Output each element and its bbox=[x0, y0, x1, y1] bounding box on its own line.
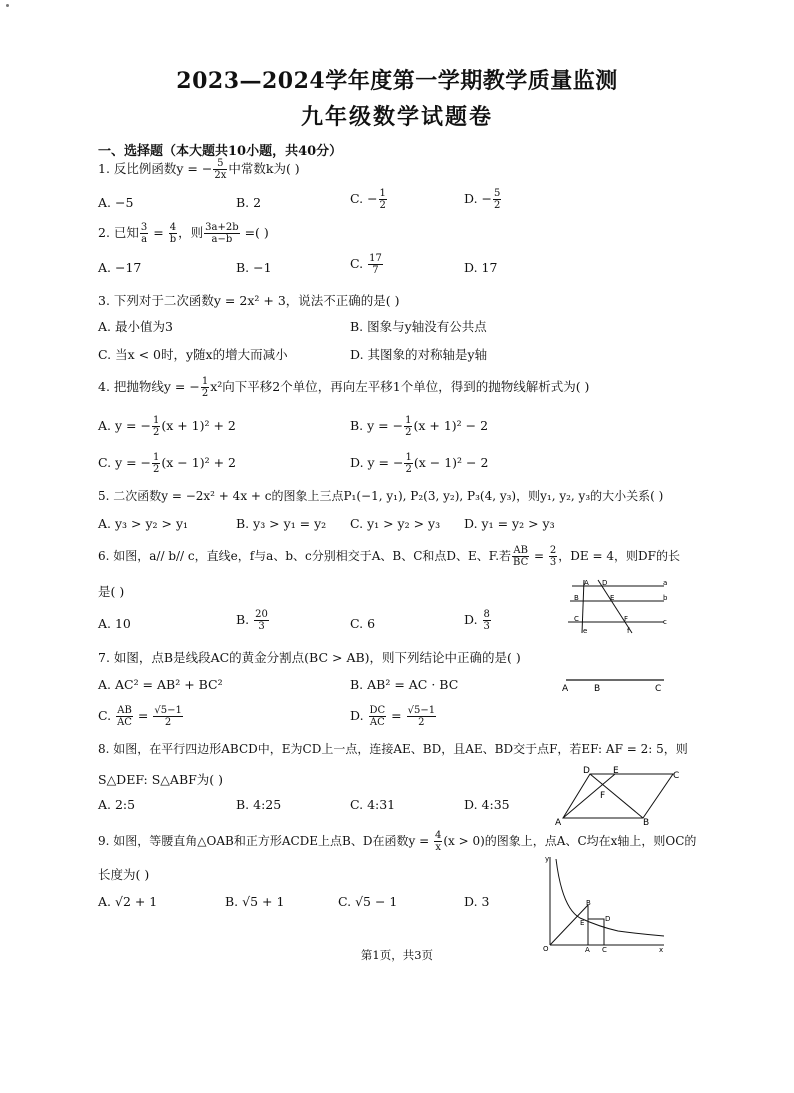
q2-option-d: D. 17 bbox=[464, 260, 498, 275]
fig8-label-E: E bbox=[613, 766, 619, 776]
fig6-label-C: C bbox=[574, 615, 579, 623]
question-6-stem: 6. 如图，a// b// c，直线e，f与a、b、c分别相交于A、B、C和点D、E、F.若 $\frac{AB}{BC}$ = $\frac{2}{3}$ ，DE = 4，则DF的长 bbox=[98, 545, 680, 568]
q8-option-b: B. 4:25 bbox=[236, 797, 282, 812]
q2-option-c: C. $\frac{17}{7}$ bbox=[350, 253, 382, 276]
q5-option-c: C. y₁ > y₂ > y₃ bbox=[350, 516, 441, 531]
q7-option-b: B. AB² = AC · BC bbox=[350, 677, 459, 692]
fig9-label-x: x bbox=[659, 946, 664, 953]
question-9-stem-line2: 长度为( ) bbox=[98, 867, 150, 882]
fig9-label-O: O bbox=[543, 945, 549, 953]
q4-option-a: A. y = − $\frac{1}{2}$ (x + 1)² + 2 bbox=[98, 415, 236, 438]
q7-segment-figure bbox=[560, 674, 670, 696]
fig8-label-B: B bbox=[643, 818, 650, 826]
q9-option-b: B. √5 + 1 bbox=[225, 894, 285, 909]
q2-option-b: B. −1 bbox=[236, 260, 272, 275]
question-8-stem: 8. 如图，在平行四边形ABCD中，E为CD上一点，连接AE、BD，且AE、BD交于点F，若EF: AF = 2: 5，则 bbox=[98, 742, 688, 756]
q4-option-c: C. y = − $\frac{1}{2}$ (x − 1)² + 2 bbox=[98, 452, 236, 475]
fig6-label-c: c bbox=[663, 618, 667, 626]
fig7-label-B: B bbox=[594, 684, 601, 694]
fig9-label-C: C bbox=[602, 946, 607, 953]
question-4-stem: 4. 把抛物线y = − $\frac{1}{2}$ x²向下平移2个单位，再向左平移1个单位，得到的抛物线解析式为( ) bbox=[98, 376, 590, 399]
question-5-stem: 5. 二次函数y = −2x² + 4x + c的图象上三点P₁(−1, y₁), P₂(3, y₂), P₃(4, y₃)，则y₁, y₂, y₃的大小关系( ) bbox=[98, 489, 664, 503]
section-heading: 一、选择题（本大题共10小题，共40分） bbox=[98, 144, 343, 159]
q2-option-a: A. −17 bbox=[98, 260, 142, 275]
q9-option-c: C. √5 − 1 bbox=[338, 894, 398, 909]
q9-option-d: D. 3 bbox=[464, 894, 490, 909]
q9-option-a: A. √2 + 1 bbox=[98, 894, 158, 909]
q6-option-c: C. 6 bbox=[350, 616, 376, 631]
q8-option-c: C. 4:31 bbox=[350, 797, 396, 812]
fig6-label-E: E bbox=[610, 594, 615, 602]
q6-option-d: D. $\frac{8}{3}$ bbox=[464, 609, 490, 632]
page-footer: 第1页，共3页 bbox=[360, 948, 434, 962]
fig9-label-A: A bbox=[585, 946, 590, 953]
question-1-stem bbox=[98, 158, 300, 181]
fig8-label-C: C bbox=[673, 771, 680, 781]
fig8-label-F: F bbox=[600, 791, 606, 801]
fig6-label-B: B bbox=[574, 594, 579, 602]
q1-option-a: A. −5 bbox=[98, 195, 134, 210]
q7-option-a: A. AC² = AB² + BC² bbox=[98, 677, 223, 692]
q1-option-b: B. 2 bbox=[236, 195, 262, 210]
q8-option-d: D. 4:35 bbox=[464, 797, 510, 812]
q5-option-b: B. y₃ > y₁ = y₂ bbox=[236, 516, 327, 531]
q6-option-b: B. $\frac{20}{3}$ bbox=[236, 609, 268, 632]
question-8-stem-line2: S△DEF: S△ABF为( ) bbox=[98, 772, 224, 787]
q1-fraction: $\frac{5}{2x}$ bbox=[214, 158, 227, 181]
q9-hyperbola-figure bbox=[540, 853, 670, 953]
fig9-label-D: D bbox=[605, 915, 611, 923]
exam-subtitle: 九年级数学试题卷 bbox=[300, 104, 493, 130]
fig7-label-A: A bbox=[562, 684, 569, 694]
fig6-label-e: e bbox=[583, 627, 588, 635]
fig8-label-D: D bbox=[583, 766, 590, 776]
fig9-label-y: y bbox=[545, 855, 550, 863]
q7-option-c: C. $\frac{AB}{AC}$ = $\frac{√5-1}{2}$ bbox=[98, 705, 182, 728]
fig9-label-E: E bbox=[580, 919, 585, 927]
fig8-label-A: A bbox=[555, 818, 562, 826]
question-9-stem: 9. 如图，等腰直角△OAB和正方形ACDE上点B、D在函数y = $\frac{4}{x}$ (x > 0)的图象上，点A、C均在x轴上，则OC的 bbox=[98, 830, 697, 853]
q6-parallel-lines-figure bbox=[560, 578, 670, 636]
q8-option-a: A. 2:5 bbox=[98, 797, 136, 812]
question-6-stem-line2: 是( ) bbox=[98, 584, 125, 599]
q7-option-d: D. $\frac{DC}{AC}$ = $\frac{√5-1}{2}$ bbox=[350, 705, 436, 728]
q6-option-a: A. 10 bbox=[98, 616, 131, 631]
fig6-label-a: a bbox=[663, 579, 668, 587]
fig6-label-A: A bbox=[584, 579, 589, 587]
q1-option-c: C. − $\frac{1}{2}$ bbox=[350, 188, 386, 211]
q4-option-d: D. y = − $\frac{1}{2}$ (x − 1)² − 2 bbox=[350, 452, 489, 475]
q3-option-b: B. 图象与y轴没有公共点 bbox=[350, 319, 487, 334]
q4-option-b: B. y = − $\frac{1}{2}$ (x + 1)² − 2 bbox=[350, 415, 489, 438]
fig6-label-f: f bbox=[627, 627, 630, 635]
q8-parallelogram-figure bbox=[555, 764, 685, 826]
fig6-label-F: F bbox=[624, 615, 629, 623]
q3-option-d: D. 其图象的对称轴是y轴 bbox=[350, 347, 488, 362]
exam-title: 2023—2024学年度第一学期教学质量监测 bbox=[176, 68, 618, 94]
q3-option-c: C. 当x < 0时，y随x的增大而减小 bbox=[98, 347, 288, 362]
q5-option-a: A. y₃ > y₂ > y₁ bbox=[98, 516, 189, 531]
q1-stem-post: 中常数k为( ) bbox=[228, 161, 300, 176]
fig9-label-B: B bbox=[586, 899, 591, 907]
fig6-label-b: b bbox=[663, 594, 668, 602]
fig6-label-D: D bbox=[602, 579, 608, 587]
question-3-stem: 3. 下列对于二次函数y = 2x² + 3，说法不正确的是( ) bbox=[98, 293, 400, 308]
question-2-stem: 2. 已知 $\frac{3}{a}$ = $\frac{4}{b}$ ，则 $\frac{3a+2b}{a-b}$ =( ) bbox=[98, 222, 269, 245]
fig7-label-C: C bbox=[655, 684, 662, 694]
question-7-stem: 7. 如图，点B是线段AC的黄金分割点(BC > AB)，则下列结论中正确的是( ) bbox=[98, 650, 521, 665]
q1-stem-pre: 1. 反比例函数y = − bbox=[98, 161, 213, 176]
corner-mark bbox=[6, 4, 9, 7]
q3-option-a: A. 最小值为3 bbox=[98, 319, 173, 334]
q5-option-d: D. y₁ = y₂ > y₃ bbox=[464, 516, 555, 531]
q1-option-d: D. − $\frac{5}{2}$ bbox=[464, 188, 501, 211]
